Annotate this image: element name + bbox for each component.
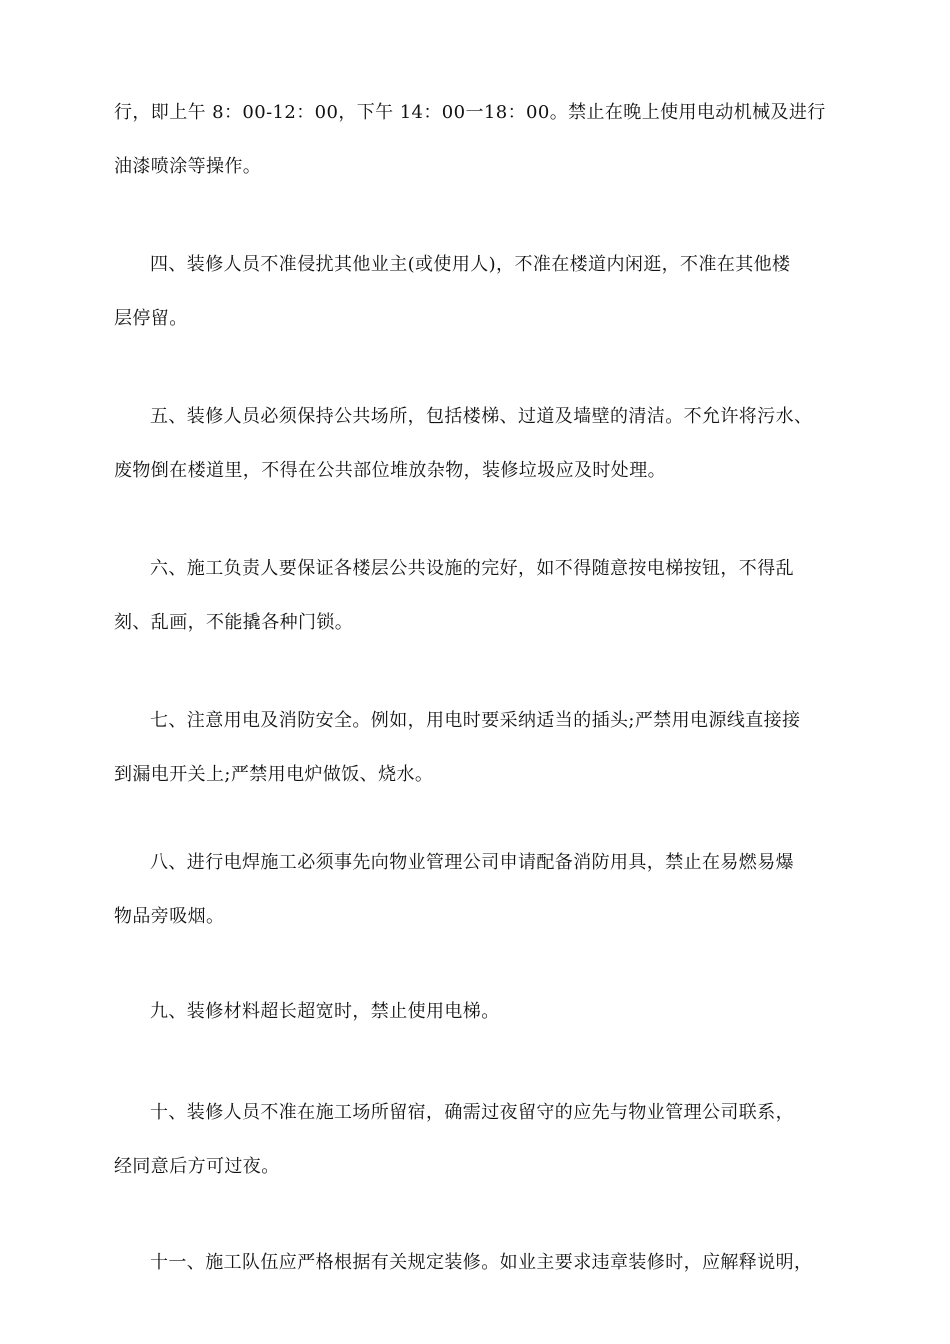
paragraph-rule-9 [114, 985, 844, 1039]
paragraph-line: 行，即上午 8：00-12：00，下午 14：00一18：00。禁止在晚上使用电动机械及进行 [114, 102, 826, 123]
paragraph-line: 六、施工负责人要保证各楼层公共设施的完好，如不得随意按电梯按钮，不得乱 [150, 558, 794, 579]
paragraph-rule-5 [114, 390, 844, 498]
paragraph-rule-10 [114, 1086, 844, 1194]
paragraph-line: 废物倒在楼道里，不得在公共部位堆放杂物，装修垃圾应及时处理。 [114, 460, 666, 481]
paragraph-line: 刻、乱画，不能撬各种门锁。 [114, 612, 354, 633]
paragraph-rule-6 [114, 542, 844, 650]
paragraph-rule-11 [114, 1236, 844, 1290]
paragraph-line: 十一、施工队伍应严格根据有关规定装修。如业主要求违章装修时，应解释说明， [150, 1252, 813, 1273]
paragraph-line: 八、进行电焊施工必须事先向物业管理公司申请配备消防用具，禁止在易燃易爆 [150, 852, 794, 873]
paragraph-line: 到漏电开关上;严禁用电炉做饭、烧水。 [114, 764, 434, 785]
paragraph-line: 十、装修人员不准在施工场所留宿，确需过夜留守的应先与物业管理公司联系， [150, 1102, 794, 1123]
paragraph-line: 经同意后方可过夜。 [114, 1156, 280, 1177]
paragraph-line: 层停留。 [114, 308, 188, 329]
paragraph-rule-4 [114, 238, 844, 346]
paragraph-line: 五、装修人员必须保持公共场所，包括楼梯、过道及墙壁的清洁。不允许将污水、 [150, 406, 813, 427]
paragraph-rule-8 [114, 836, 844, 944]
paragraph-work-hours-continued [114, 86, 844, 194]
paragraph-line: 油漆喷涂等操作。 [114, 156, 262, 177]
paragraph-rule-7 [114, 694, 844, 802]
paragraph-line: 四、装修人员不准侵扰其他业主(或使用人)，不准在楼道内闲逛，不准在其他楼 [150, 254, 791, 275]
paragraph-line: 九、装修材料超长超宽时，禁止使用电梯。 [150, 1001, 500, 1022]
paragraph-line: 七、注意用电及消防安全。例如，用电时要采纳适当的插头;严禁用电源线直接接 [150, 710, 801, 731]
paragraph-line: 物品旁吸烟。 [114, 906, 225, 927]
